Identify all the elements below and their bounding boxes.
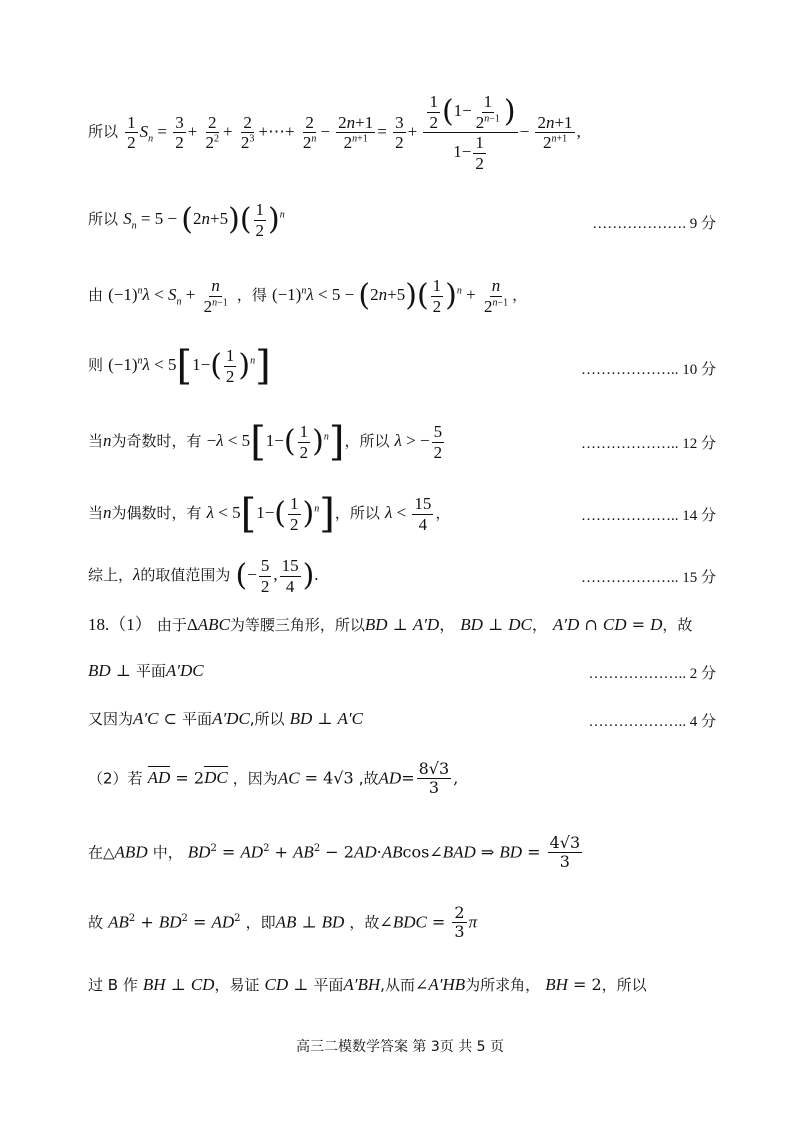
text-dang: 当 (88, 431, 104, 450)
score-9: ………………. 9 分 (592, 216, 716, 232)
prefix-text: 所以 (88, 209, 119, 228)
text-youyinwei: 又因为 (88, 710, 134, 728)
text-plane: 平面 (182, 710, 213, 728)
text-zhong: 中， (152, 843, 183, 862)
text-suoyi: ,所以 (249, 710, 285, 728)
score-14: ……………….. 14 分 (580, 508, 716, 524)
prefix-text: 所以 (88, 122, 119, 141)
score-12: ……………….. 12 分 (580, 436, 716, 452)
text-gu: ，故 (662, 616, 693, 634)
text-suoyi: ，所以 (601, 976, 647, 994)
question-number: 18.（1） (88, 615, 152, 634)
text-de: ，得 (236, 285, 267, 304)
part2-line4: 过 B 作 BH ⊥ CD，易证 CD ⊥ 平面A′BH,从而∠A′HB为所求角， BH = 2，所以 (88, 975, 647, 994)
q18-line3: 又因为A′C ⊂ 平面A′DC,所以 BD ⊥ A′C (88, 709, 363, 728)
text-plane: 平面 (313, 976, 344, 994)
text-angle: 为所求角， (465, 976, 541, 994)
line-odd: 当n为奇数时，有 −λ < 5[1−( $\frac{1}{2}$ )$^n$]，所以 λ > − $\frac{5}{2}$ (88, 422, 720, 462)
formula-range: (− $\frac{5}{2}$ , $\frac{15}{4}$ ) (235, 556, 315, 596)
text-ze: 则 (88, 355, 104, 374)
formula-ineq-2: $(-1)^n\lambda < 5 - (2n+5)$( $\frac{1}{2}$ )$^n$ + $\frac{n}{2^{n-1}}$ (271, 276, 509, 316)
text-yizheng: ，易证 (214, 976, 260, 994)
text-ruo: （2）若 (88, 769, 143, 788)
period: . (314, 564, 319, 584)
score-10: ……………….. 10 分 (580, 362, 716, 378)
text-congerr: ,从而 (380, 976, 415, 994)
score-4: ……………….. 4 分 (588, 714, 716, 730)
formula-sn: $S_n = 5 - (2n+5)$( $\frac{1}{2}$ )$^n$ (123, 200, 285, 240)
text-youyu: 由于 (156, 616, 187, 634)
text-gu: 故 (88, 913, 104, 932)
text-yinwei: ，因为 (232, 769, 278, 788)
q18-part1: 18.（1） 由于ΔABC为等腰三角形，所以BD ⊥ A′D， BD ⊥ DC， A′D ∩ CD = D，故 (88, 615, 693, 634)
text-ji: ，即 (245, 913, 276, 932)
line-inequality (88, 276, 720, 316)
text-plane: 平面 (135, 662, 166, 680)
text-suoyi: ，所以 (344, 431, 390, 450)
formula-half-sn: $\frac{1}{2}$ $S_n$ = $\frac{3}{2}$ + $\frac{2}{2^2}$ + $\frac{2}{2^3}$ +⋯+ $\frac{2}{2^n}$ − $\frac{2n+1}{2^{n+1}}$ = $\frac{3}{2}$ + $\frac{1}{2}$ (1− $\frac{1}{2^{n-1}}$ ) 1− $\frac{1}{2}$ − $\frac{2n+1}{2^{n+1}}$ , (127, 92, 581, 173)
formula-odd: −λ < 5[1−( $\frac{1}{2}$ )$^n$] (206, 419, 345, 466)
score-2: ……………….. 2 分 (588, 666, 716, 682)
text-odd: 为奇数时，有 (111, 431, 202, 450)
text-zai: 在△ (88, 843, 115, 862)
page-footer: 高三二模数学答案 第 3页 共 5 页 (295, 1039, 505, 1055)
part2-line1: （2）若 AD = 2DC ，因为AC = 4√3 ,故AD= $\frac{8√3}{3}$ , (88, 759, 459, 798)
part2-line2: 在△ABD 中， $BD^2 = AD^2 + AB^2$ − 2AD·ABcos∠BAD ⇒ BD = $\frac{4√3}{3}$ (88, 833, 581, 872)
text-gu: ,故 (358, 769, 379, 788)
text-zongshang: 综上， (88, 565, 134, 584)
line-even: 当n为偶数时，有 λ < 5[1−( $\frac{1}{2}$ )$^n$]，所以 λ < $\frac{15}{4}$ ， (88, 491, 451, 538)
part2-line3: 故 $AB^2 + BD^2 = AD^2$ ，即AB ⊥ BD ，故∠BDC = $\frac{2}{3}$ π (88, 903, 478, 942)
text-guo: 过 B 作 (88, 976, 138, 994)
line-conclusion: 综上，λ的取值范围为 (− $\frac{5}{2}$ , $\frac{15}{4}$ ). (88, 556, 319, 596)
text-suoyi: ，所以 (334, 503, 380, 522)
text-gu: ，故 (349, 913, 380, 932)
text-even: 为偶数时，有 (111, 503, 202, 522)
q18-line2: BD ⊥ 平面A′DC (88, 661, 204, 680)
comma: ， (435, 503, 451, 522)
text-range: 的取值范围为 (140, 565, 231, 584)
text-dang: 当 (88, 503, 104, 522)
formula-ineq-1: $(-1)^n\lambda < S_n$ + $\frac{n}{2^{n-1}}$ (108, 276, 228, 316)
formula-perp: BD (364, 615, 388, 634)
text-isosceles: 为等腰三角形，所以 (229, 616, 365, 634)
score-15: ……………….. 15 分 (580, 570, 716, 586)
formula-even: λ < 5[1−( $\frac{1}{2}$ )$^n$] (206, 491, 335, 538)
formula-bd-perp-plane: BD (88, 661, 111, 680)
formula-even-result: λ < $\frac{15}{4}$ (384, 494, 432, 534)
text-you: 由 (88, 285, 104, 304)
formula-then: $(-1)^n\lambda < 5[1-$( $\frac{1}{2}$ )$^n$] (108, 343, 271, 390)
comma: ， (512, 285, 528, 304)
formula-odd-result: λ > − $\frac{5}{2}$ (394, 422, 443, 462)
line-half-sn (88, 92, 720, 173)
formula-triangle: ΔABC (186, 615, 230, 634)
